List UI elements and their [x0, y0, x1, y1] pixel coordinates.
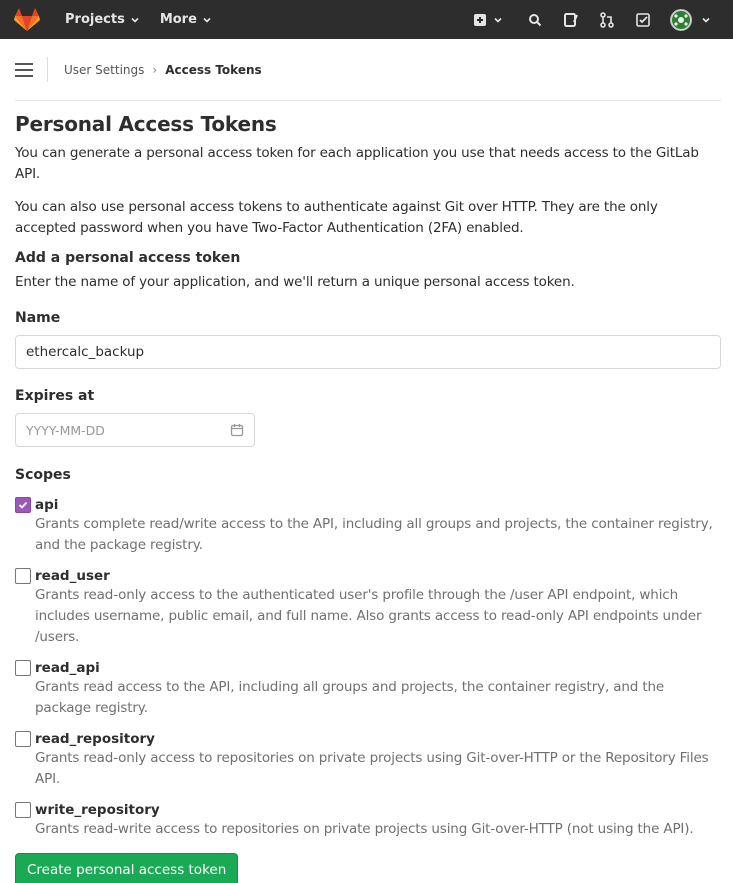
sidebar-toggle-icon[interactable]	[15, 63, 33, 77]
scope-read-api-checkbox[interactable]	[15, 660, 31, 676]
expires-placeholder: YYYY-MM-DD	[26, 422, 105, 438]
intro-text: You can generate a personal access token for each application you use that needs access to the GitLab API.	[15, 145, 699, 182]
check-icon	[17, 499, 29, 511]
scope-name: read_repository	[35, 731, 155, 747]
scope-name: write_repository	[35, 802, 160, 818]
projects-label: Projects	[65, 12, 125, 27]
chevron-down-icon	[130, 15, 140, 25]
breadcrumb-access-tokens[interactable]: Access Tokens	[165, 62, 262, 77]
scope-description: Grants read access to the API, including all groups and projects, the container registry, and the package registry.	[35, 679, 665, 716]
chevron-down-icon[interactable]	[491, 0, 505, 39]
user-avatar-icon	[670, 9, 692, 31]
chevron-down-icon	[202, 15, 212, 25]
issues-icon[interactable]	[553, 0, 589, 39]
scope-name: read_api	[35, 660, 100, 676]
scope-read-repository	[15, 730, 721, 790]
top-navbar	[0, 0, 733, 39]
more-dropdown[interactable]	[160, 12, 212, 27]
merge-request-icon[interactable]	[589, 0, 625, 39]
intro-text-2: You can also use personal access tokens to authenticate against Git over HTTP. They are the only accepted password when you have Two-Factor Authentication (2FA) enabled.	[15, 199, 658, 236]
calendar-icon[interactable]	[230, 423, 244, 437]
section-title: Add a personal access token	[15, 250, 241, 266]
todo-icon[interactable]	[625, 0, 661, 39]
scope-write-repository	[15, 801, 721, 840]
scope-read-user-checkbox[interactable]	[15, 568, 31, 584]
chevron-right-icon: ›	[152, 62, 158, 77]
scope-api-checkbox[interactable]	[15, 497, 31, 513]
scope-read-user	[15, 567, 721, 648]
search-icon[interactable]	[517, 0, 553, 39]
gitlab-logo-icon[interactable]	[14, 8, 40, 32]
create-token-button[interactable]: Create personal access token	[15, 853, 238, 883]
main-content	[0, 112, 733, 883]
divider	[47, 57, 48, 82]
expires-input[interactable]	[15, 413, 255, 447]
scope-description: Grants read-only access to the authenticated user's profile through the /user API endpoint, which includes username, public email, and full name. Also grants access to read-only API endpoints under /users.	[35, 587, 702, 645]
more-label: More	[159, 12, 197, 27]
name-input[interactable]: ethercalc_backup	[15, 335, 721, 369]
page-title: Personal Access Tokens	[15, 112, 277, 136]
breadcrumb	[15, 39, 721, 101]
breadcrumb-user-settings[interactable]: User Settings	[64, 62, 145, 77]
scope-read-api	[15, 659, 721, 719]
scope-description: Grants read-only access to repositories on private projects using Git-over-HTTP or the Repository Files API.	[35, 750, 709, 787]
projects-dropdown[interactable]	[65, 12, 140, 27]
chevron-down-icon[interactable]	[697, 0, 715, 39]
scope-name: api	[35, 497, 59, 513]
expires-label: Expires at	[15, 388, 95, 404]
section-description: Enter the name of your application, and we'll return a unique personal access token.	[15, 274, 575, 290]
name-label: Name	[15, 310, 61, 326]
scope-description: Grants complete read/write access to the API, including all groups and projects, the container registry, and the package registry.	[35, 516, 713, 553]
avatar[interactable]	[665, 0, 697, 39]
scope-description: Grants read-write access to repositories on private projects using Git-over-HTTP (not using the API).	[35, 821, 694, 837]
plus-square-icon[interactable]	[469, 0, 491, 39]
scope-write-repository-checkbox[interactable]	[15, 802, 31, 818]
scopes-label: Scopes	[15, 467, 71, 483]
scope-api	[15, 496, 721, 556]
scope-name: read_user	[35, 568, 110, 584]
scope-read-repository-checkbox[interactable]	[15, 731, 31, 747]
